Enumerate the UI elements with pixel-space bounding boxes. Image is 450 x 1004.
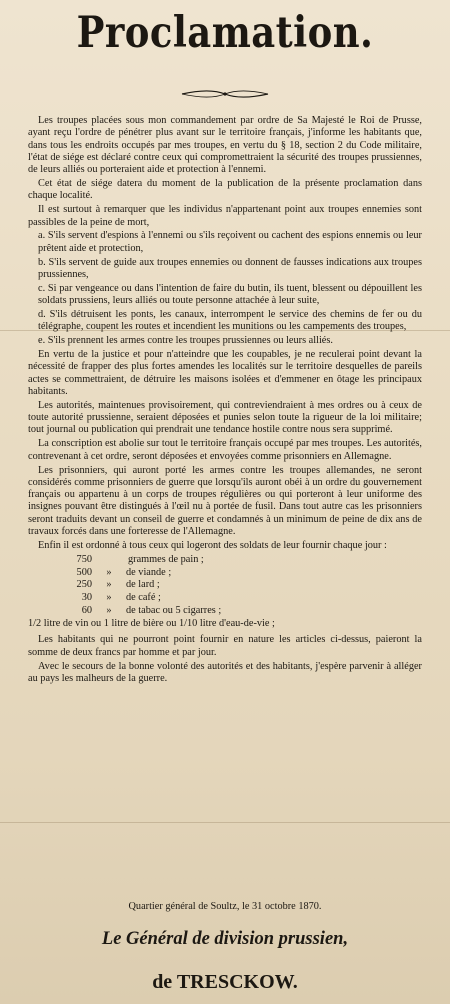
ration-row: [28, 605, 422, 618]
ration-quantity: 60: [81, 604, 92, 616]
ration-quantity: 750: [76, 554, 92, 566]
fold-line: [0, 822, 450, 823]
ration-item: de tabac ou 5 cigarres ;: [126, 604, 222, 616]
ration-row: [28, 554, 422, 567]
ration-item: de viande ;: [126, 566, 172, 578]
clause-d: d. S'ils détruisent les ponts, les canaux, interrompent le service des chemins de fer ou du télégraphe, coupent les routes et incendient les munitions ou les campements des troupes,: [38, 309, 422, 333]
ration-ditto: »: [106, 592, 112, 603]
paragraph: Les habitants qui ne pourront point fournir en nature les articles ci-dessus, paieront la somme de deux francs par homme et par jour.: [28, 634, 422, 658]
paragraph: Les autorités, maintenues provisoirement, qui contreviendraient à mes ordres ou à ceux de toute autorité prussienne, seraient déposées et punies selon toute la rigueur de la loi militaire; tout journal ou publication qui prendrait une tendance hostile contre nous sera supprimé.: [28, 399, 422, 436]
paragraph: Les troupes placées sous mon commandement par ordre de Sa Majesté le Roi de Prusse, ayant reçu l'ordre de pénétrer plus avant sur le territoire français, j'informe les habitants que, dans tous les endroits occupés par mes troupes, en vertu du § 18, section 2 du Code militaire, l'état de siége est déclaré contre ceux qui compromettraient la sécurité des troupes prussiennes, de leurs alliés ou porteraient aide et protection à l'ennemi.: [28, 115, 422, 176]
ration-item: de café ;: [126, 592, 161, 603]
paragraph: Cet état de siége datera du moment de la publication de la présente proclamation dans chaque localité.: [28, 178, 422, 202]
clause-c: c. Si par vengeance ou dans l'intention de faire du butin, ils tuent, blessent ou dépouillent les soldats prussiens, leurs alliés ou toute personne attachée à leur suite,: [38, 282, 422, 307]
ration-quantity: 30: [81, 592, 92, 603]
paragraph: Avec le secours de la bonne volonté des autorités et des habitants, j'espère parvenir à alléger au pays les malheurs de la guerre.: [28, 660, 422, 684]
paragraph: Il est surtout à remarquer que les individus n'appartenant point aux troupes ennemies sont passibles de la peine de mort,: [28, 204, 422, 228]
ration-drinks: 1/2 litre de vin ou 1 litre de bière ou 1/10 litre d'eau-de-vie ;: [28, 618, 275, 630]
paragraph: Les prisonniers, qui auront porté les armes contre les troupes allemandes, ne seront considérés comme prisonniers de guerre que lorsqu'ils auront obéi à un ordre du gouvernement français ou appartenu à un corps de troupes régulières ou qui porteront à leur uniforme des insignes pouvant être distingués à l'œil nu à portée de fusil. Dans tout autre cas les prisonniers seront traduits devant un conseil de guerre et condamnés à un minimum de peine de dix ans de travaux forcés dans une forteresse de l'Allemagne.: [28, 464, 422, 538]
clause-a: a. S'ils servent d'espions à l'ennemi ou s'ils reçoivent ou cachent des espions ennemis ou leur prêtent aide et protection,: [38, 230, 422, 254]
ration-ditto: »: [106, 604, 112, 616]
ration-item: grammes de pain ;: [128, 554, 204, 566]
ration-ditto: [92, 554, 126, 567]
page-title: Proclamation.: [76, 8, 374, 58]
paragraph: En vertu de la justice et pour n'atteindre que les coupables, je ne reculerai point devant la nécessité de frapper des plus fortes amendes les localités sur le territoire desquelles de pareils actes se commettraient, de détruire les maisons isolées et d'emmener en ôtage les principaux habitants.: [28, 349, 422, 397]
ration-ditto: »: [106, 566, 112, 578]
ration-quantity: 250: [76, 579, 92, 591]
paragraph: Enfin il est ordonné à tous ceux qui logeront des soldats de leur fournir chaque jour :: [38, 539, 387, 551]
signature-rank: Le Général de division prussien,: [101, 929, 349, 949]
date-line: Quartier général de Soultz, le 31 octobre 1870.: [128, 901, 322, 912]
clause-e: e. S'ils prennent les armes contre les troupes prussiennes ou leurs alliés.: [38, 335, 333, 347]
ration-row: [28, 579, 422, 592]
ornament-divider-icon: [180, 88, 270, 100]
paragraph: La conscription est abolie sur tout le territoire français occupé par mes troupes. Les autorités, contrevenant à cet ordre, seront déposées et envoyées comme prisonniers en Allemagne.: [28, 438, 422, 462]
clause-b: b. S'ils servent de guide aux troupes ennemies ou donnent de fausses indications aux troupes prussiennes,: [38, 256, 422, 280]
ration-row: [28, 567, 422, 580]
ration-item: de lard ;: [126, 579, 160, 591]
ration-ditto: »: [106, 579, 112, 591]
ration-row: [28, 592, 422, 605]
signature-name: de TRESCKOW.: [152, 971, 298, 993]
proclamation-body: [28, 115, 422, 687]
ration-quantity: 500: [76, 566, 92, 578]
ration-list: [28, 554, 422, 630]
